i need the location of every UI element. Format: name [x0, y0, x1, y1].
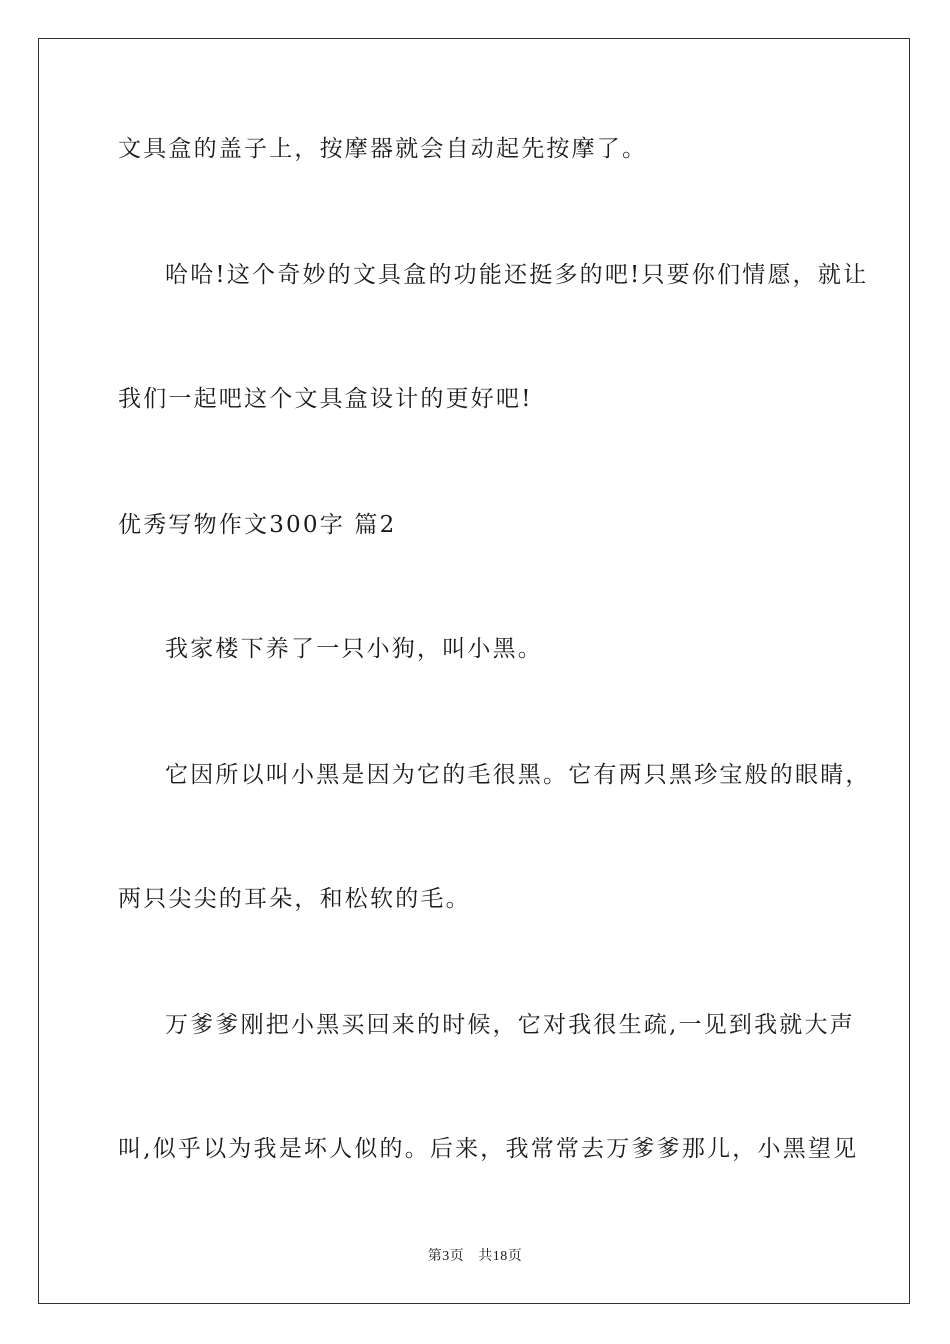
page-border	[38, 38, 910, 1304]
paragraph-line: 万爹爹刚把小黑买回来的时候，它对我很生疏,一见到我就大声	[165, 1012, 855, 1038]
paragraph-line: 文具盒的盖子上，按摩器就会自动起先按摩了。	[118, 136, 648, 162]
page-footer	[0, 1245, 950, 1265]
paragraph-line: 我们一起吧这个文具盒设计的更好吧!	[118, 386, 533, 412]
paragraph-line: 哈哈!这个奇妙的文具盒的功能还挺多的吧!只要你们情愿，就让	[165, 262, 869, 288]
paragraph-line: 我家楼下养了一只小狗，叫小黑。	[165, 636, 543, 662]
paragraph-line: 叫,似乎以为我是坏人似的。后来，我常常去万爹爹那儿，小黑望见	[118, 1136, 859, 1162]
paragraph-line: 它因所以叫小黑是因为它的毛很黑。它有两只黑珍宝般的眼睛，	[165, 762, 871, 788]
page-number: 第3页	[427, 1249, 465, 1264]
section-heading: 优秀写物作文300字 篇2	[118, 512, 397, 538]
paragraph-line: 两只尖尖的耳朵，和松软的毛。	[118, 886, 471, 912]
page-total: 共18页	[478, 1249, 523, 1264]
